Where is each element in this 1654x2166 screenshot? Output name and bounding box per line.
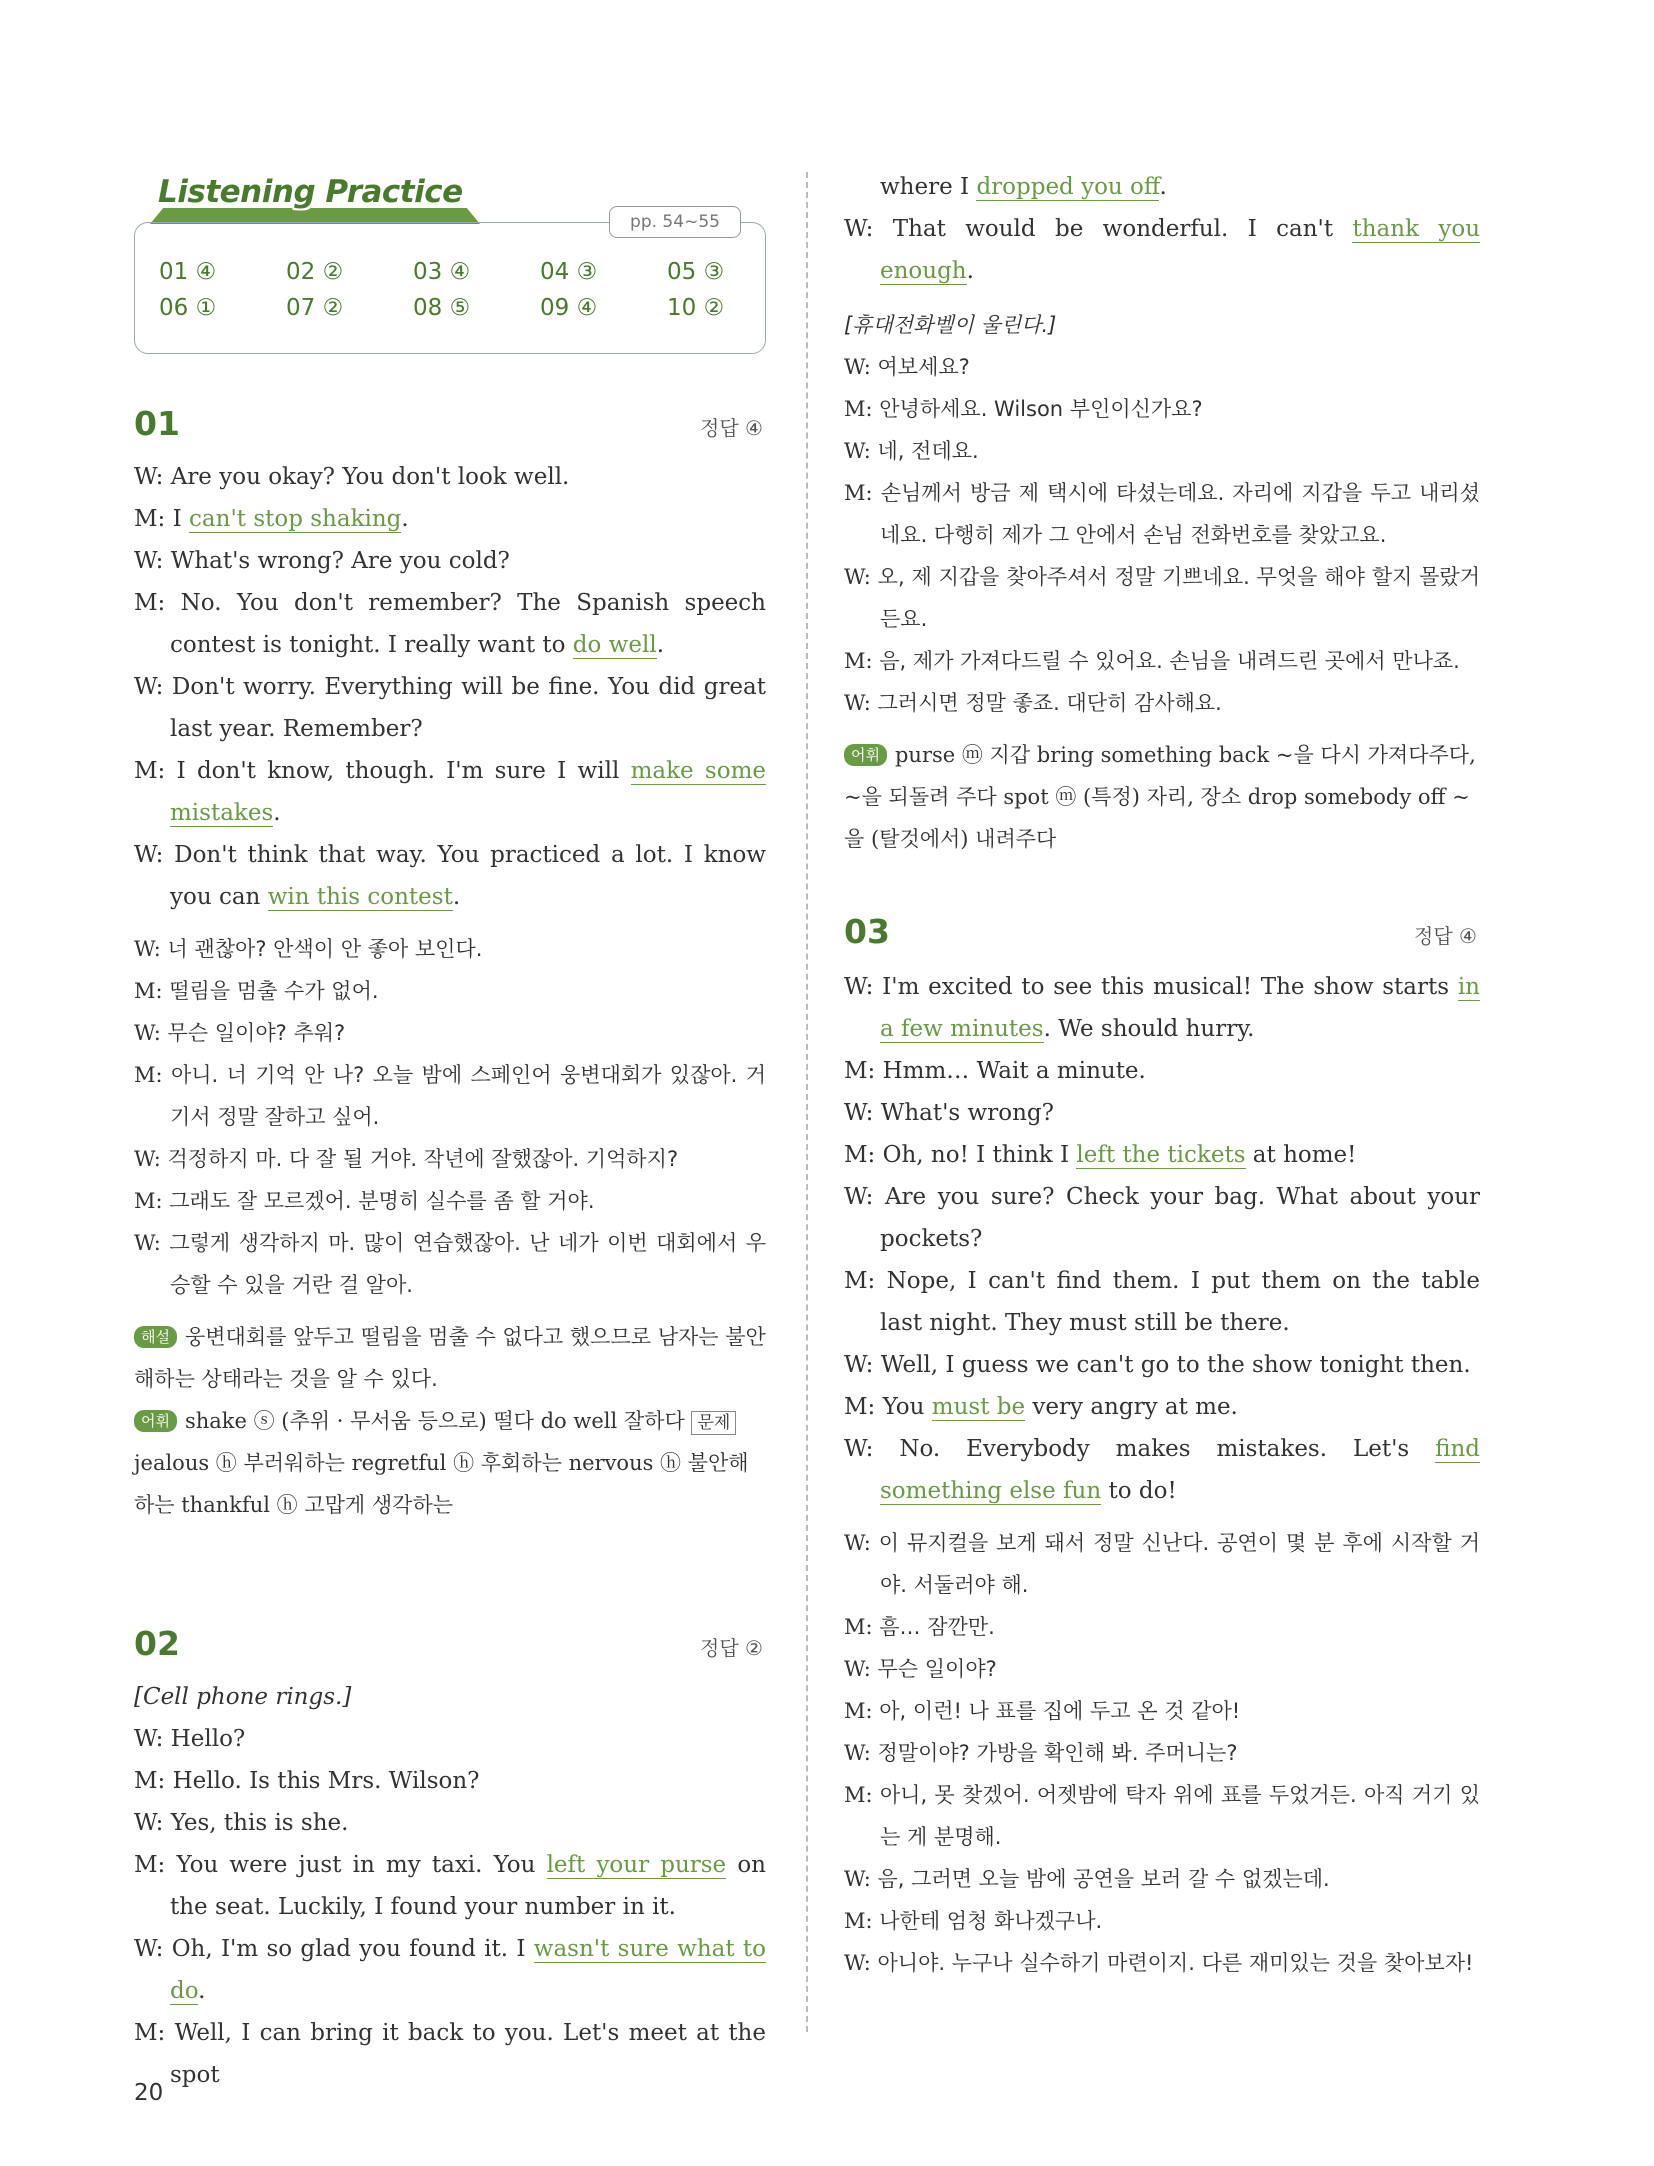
- blank-answer: wasn't sure what to do: [170, 1936, 766, 2004]
- dialogue-line: [844, 1176, 1480, 1260]
- blank-answer: win this contest: [267, 884, 453, 910]
- section-01-dialogue: [134, 456, 766, 1526]
- translation-line: [844, 388, 1480, 430]
- speaker: M:: [844, 481, 881, 505]
- section-02-cue: [Cell phone rings.]: [134, 1684, 352, 1710]
- translation-line: [844, 1522, 1480, 1606]
- translation-line: [844, 1942, 1480, 1984]
- dialogue-line: [134, 2012, 766, 2096]
- text-run: Are you sure? Check your bag. What about your pockets?: [880, 1184, 1481, 1252]
- text-run: .: [966, 258, 974, 284]
- dialogue-line: [134, 1760, 766, 1802]
- answer-item: 10 ②: [667, 295, 725, 321]
- translation-text: 무슨 일이야? 추워?: [167, 1021, 346, 1045]
- translation-line: [844, 682, 1480, 724]
- vocab-text-2: jealous ⓗ 부러워하는 regretful ⓗ 후회하는 nervous ⓗ 불안해하는 thankful ⓗ 고맙게 생각하는: [134, 1451, 749, 1517]
- answer-key-grid: [159, 259, 794, 321]
- translation-text: 나한테 엄청 화나겠구나.: [879, 1909, 1103, 1933]
- text-run: very angry at me.: [1025, 1394, 1238, 1420]
- section-02-dialogue-b: [844, 166, 1480, 860]
- translation-line: [844, 472, 1480, 556]
- answer-item: 02 ②: [286, 259, 344, 285]
- answer-item: 07 ②: [286, 295, 344, 321]
- translation-line: [844, 430, 1480, 472]
- speaker: W:: [134, 1147, 168, 1171]
- speaker: W:: [844, 1867, 878, 1891]
- page-range-tag: pp. 54~55: [609, 206, 741, 238]
- speaker: W:: [844, 1436, 900, 1462]
- blank-answer: dropped you off: [976, 174, 1160, 200]
- section-01-explanation: [134, 1316, 766, 1400]
- blank-answer: left your purse: [546, 1852, 727, 1878]
- text-run: . We should hurry.: [1043, 1016, 1255, 1042]
- dialogue-line: [134, 750, 766, 834]
- speaker: M:: [134, 1063, 171, 1087]
- dialogue-line: [844, 1344, 1480, 1386]
- text-run: to do!: [1101, 1478, 1177, 1504]
- speaker: W:: [844, 1100, 881, 1126]
- speaker: W:: [134, 464, 171, 490]
- text-run: .: [198, 1978, 206, 2004]
- blank-answer: left the tickets: [1076, 1142, 1246, 1168]
- explanation-text: 웅변대회를 앞두고 떨림을 멈출 수 없다고 했으므로 남자는 불안해하는 상태라는 것을 알 수 있다.: [134, 1325, 766, 1391]
- section-title: Listening Practice: [158, 174, 463, 210]
- speaker: M:: [134, 979, 170, 1003]
- text-run: Hello?: [170, 1726, 246, 1752]
- blank-answer: thank you enough: [880, 216, 1481, 284]
- vocab-text-1: shake ⓢ (추위 · 무서움 등으로) 떨다 do well 잘하다: [184, 1409, 685, 1433]
- translation-line: [134, 1054, 766, 1138]
- translation-line: [134, 970, 766, 1012]
- translation-text: 떨림을 멈출 수가 없어.: [169, 979, 379, 1003]
- speaker: W:: [134, 1726, 171, 1752]
- text-run: Don't think that way. You practiced a lot. I know you can: [170, 842, 766, 910]
- speaker: M:: [844, 1268, 887, 1294]
- text-run: Are you okay? You don't look well.: [170, 464, 570, 490]
- blank-answer: make some mistakes: [170, 758, 766, 826]
- text-run: Hmm… Wait a minute.: [882, 1058, 1146, 1084]
- translation-line: [844, 1732, 1480, 1774]
- dialogue-line: [844, 1050, 1480, 1092]
- dialogue-line: [844, 1428, 1480, 1512]
- dialogue-line: [134, 1844, 766, 1928]
- speaker: M:: [844, 1394, 883, 1420]
- speaker: W:: [134, 1936, 172, 1962]
- translation-line: [844, 1648, 1480, 1690]
- translation-text: 안녕하세요. Wilson 부인이신가요?: [879, 397, 1203, 421]
- text-run: .: [401, 506, 409, 532]
- speaker: W:: [844, 216, 893, 242]
- text-run: Oh, I'm so glad you found it. I: [171, 1936, 534, 1962]
- text-run: at home!: [1245, 1142, 1357, 1168]
- speaker: M:: [844, 1699, 880, 1723]
- translation-line: [134, 1012, 766, 1054]
- text-run: What's wrong?: [880, 1100, 1054, 1126]
- answer-item: 06 ①: [159, 295, 217, 321]
- text-run: .: [1159, 174, 1167, 200]
- text-run: No. Everybody makes mistakes. Let's: [899, 1436, 1436, 1462]
- speaker: W:: [844, 355, 878, 379]
- blank-answer: in a few minutes: [880, 974, 1480, 1042]
- translation-text: 이 뮤지컬을 보게 돼서 정말 신난다. 공연이 몇 분 후에 시작할 거야. 서둘러야 해.: [878, 1531, 1480, 1597]
- translation-text: 흠… 잠깐만.: [879, 1615, 995, 1639]
- dialogue-line: [134, 582, 766, 666]
- text-run: .: [273, 800, 281, 826]
- translation-text: 너 괜찮아? 안색이 안 좋아 보인다.: [167, 937, 483, 961]
- translation-line: [134, 1138, 766, 1180]
- answer-item: 05 ③: [667, 259, 725, 285]
- section-02-english: [134, 1718, 766, 2096]
- speaker: W:: [134, 1231, 170, 1255]
- speaker: W:: [134, 937, 168, 961]
- text-run: Oh, no! I think I: [882, 1142, 1077, 1168]
- text-run: Don't worry. Everything will be fine. You did great last year. Remember?: [170, 674, 766, 742]
- column-divider: [806, 172, 808, 2032]
- dialogue-line: [134, 1802, 766, 1844]
- section-02-ko-cue: [휴대전화벨이 울린다.]: [844, 313, 1057, 337]
- dialogue-line: [134, 1718, 766, 1760]
- speaker: W:: [844, 1741, 878, 1765]
- translation-line: [844, 1606, 1480, 1648]
- speaker: M:: [134, 1768, 173, 1794]
- text-run: I: [172, 506, 190, 532]
- speaker: W:: [844, 974, 883, 1000]
- dialogue-line: [844, 1092, 1480, 1134]
- speaker: M:: [844, 1783, 880, 1807]
- text-run: I'm excited to see this musical! The show starts: [882, 974, 1458, 1000]
- text-run: You: [882, 1394, 932, 1420]
- section-03-number: 03: [844, 912, 890, 951]
- dialogue-line: [844, 966, 1480, 1050]
- section-01-number: 01: [134, 404, 180, 443]
- speaker: W:: [844, 565, 878, 589]
- section-01-english: [134, 456, 766, 918]
- translation-text: 그러시면 정말 좋죠. 대단히 감사해요.: [877, 691, 1222, 715]
- blank-answer: must be: [931, 1394, 1026, 1420]
- speaker: W:: [844, 691, 878, 715]
- vocab-label: 어휘: [844, 744, 887, 766]
- translation-line: [134, 1222, 766, 1306]
- section-02-number: 02: [134, 1624, 180, 1663]
- dialogue-line: [844, 208, 1480, 292]
- translation-line: [844, 1774, 1480, 1858]
- text-run: Hello. Is this Mrs. Wilson?: [172, 1768, 480, 1794]
- translation-text: 그렇게 생각하지 마. 많이 연습했잖아. 난 네가 이번 대회에서 우승할 수 있을 거란 걸 알아.: [169, 1231, 767, 1297]
- dialogue-line: [134, 540, 766, 582]
- translation-text: 무슨 일이야?: [877, 1657, 997, 1681]
- translation-text: 손님께서 방금 제 택시에 타셨는데요. 자리에 지갑을 두고 내리셨네요. 다행히 제가 그 안에서 손님 전화번호를 찾았고요.: [880, 481, 1480, 547]
- translation-line: [134, 928, 766, 970]
- dialogue-line: [134, 498, 766, 540]
- speaker: W:: [134, 548, 171, 574]
- speaker: M:: [134, 590, 181, 616]
- section-02-korean: [844, 346, 1480, 724]
- translation-line: [844, 1690, 1480, 1732]
- blank-answer: can't stop shaking: [189, 506, 402, 532]
- speaker: W:: [844, 1657, 878, 1681]
- translation-text: 정말이야? 가방을 확인해 봐. 주머니는?: [877, 1741, 1238, 1765]
- answer-item: 04 ③: [540, 259, 598, 285]
- translation-text: 여보세요?: [877, 355, 970, 379]
- vocab-label: 어휘: [134, 1410, 177, 1432]
- page-number: 20: [134, 2080, 164, 2106]
- speaker: W:: [844, 1531, 879, 1555]
- speaker: M:: [134, 2020, 175, 2046]
- section-02-continuation: [844, 166, 1480, 208]
- dialogue-line: [134, 456, 766, 498]
- speaker: W:: [844, 439, 878, 463]
- translation-text: 음, 그러면 오늘 밤에 공연을 보러 갈 수 없겠는데.: [877, 1867, 1330, 1891]
- translation-line: [134, 1180, 766, 1222]
- section-02-english-b: [844, 208, 1480, 292]
- translation-line: [844, 556, 1480, 640]
- section-03-korean: [844, 1522, 1480, 1984]
- listening-practice-header: [150, 170, 480, 224]
- translation-text: 아니, 못 찾겠어. 어젯밤에 탁자 위에 표를 두었거든. 아직 거기 있는 게 분명해.: [879, 1783, 1480, 1849]
- speaker: W:: [134, 842, 175, 868]
- dialogue-line: [134, 666, 766, 750]
- section-02-vocab: [844, 734, 1480, 860]
- text-run: Yes, this is she.: [170, 1810, 349, 1836]
- speaker: M:: [844, 397, 880, 421]
- translation-line: [844, 1858, 1480, 1900]
- speaker: M:: [134, 758, 177, 784]
- translation-text: 아, 이런! 나 표를 집에 두고 온 것 같아!: [879, 1699, 1241, 1723]
- text-run: What's wrong? Are you cold?: [170, 548, 510, 574]
- translation-text: 아니야. 누구나 실수하기 마련이지. 다른 재미있는 것을 찾아보자!: [877, 1951, 1474, 1975]
- answer-item: 08 ⑤: [413, 295, 471, 321]
- dialogue-line: [844, 1134, 1480, 1176]
- blank-answer: find something else fun: [880, 1436, 1481, 1504]
- text-run: .: [452, 884, 461, 910]
- section-03-dialogue: [844, 966, 1480, 1984]
- speaker: W:: [844, 1951, 878, 1975]
- dialogue-line: [844, 1260, 1480, 1344]
- speaker: M:: [134, 506, 173, 532]
- text-run: You were just in my taxi. You: [176, 1852, 547, 1878]
- question-box-label: 문제: [691, 1411, 736, 1435]
- text-run: I don't know, though. I'm sure I will: [176, 758, 631, 784]
- translation-line: [844, 1900, 1480, 1942]
- answer-item: 09 ④: [540, 295, 598, 321]
- text-run: .: [656, 632, 664, 658]
- section-03-english: [844, 966, 1480, 1512]
- speaker: M:: [134, 1189, 170, 1213]
- speaker: W:: [134, 1810, 171, 1836]
- translation-text: 그래도 잘 모르겠어. 분명히 실수를 좀 할 거야.: [169, 1189, 595, 1213]
- section-01-korean: [134, 928, 766, 1306]
- section-01-answer: 정답 ④: [700, 416, 763, 440]
- text-run: on the seat. Luckily, I found your number in it.: [170, 1852, 766, 1920]
- text-run: That would be wonderful. I can't: [892, 216, 1353, 242]
- text-run: Well, I can bring it back to you. Let's meet at the spot: [170, 2020, 766, 2088]
- section-01-vocab: [134, 1400, 766, 1526]
- text-run: No. You don't remember? The Spanish speech contest is tonight. I really want to: [170, 590, 766, 658]
- explanation-label: 해설: [134, 1326, 177, 1348]
- section-03-answer: 정답 ④: [1414, 924, 1477, 948]
- speaker: M:: [134, 1852, 177, 1878]
- answer-key-box: [134, 222, 766, 354]
- speaker: M:: [844, 1142, 883, 1168]
- answer-item: 03 ④: [413, 259, 471, 285]
- dialogue-line: [844, 1386, 1480, 1428]
- translation-text: 오, 제 지갑을 찾아주셔서 정말 기쁘네요. 무엇을 해야 할지 몰랐거든요.: [877, 565, 1480, 631]
- speaker: W:: [844, 1352, 881, 1378]
- dialogue-line: [134, 834, 766, 918]
- speaker: W:: [134, 674, 172, 700]
- speaker: M:: [844, 1058, 883, 1084]
- text-run: Well, I guess we can't go to the show tonight then.: [880, 1352, 1471, 1378]
- speaker: M:: [844, 1909, 880, 1933]
- speaker: W:: [844, 1184, 885, 1210]
- blank-answer: do well: [572, 632, 657, 658]
- translation-text: 걱정하지 마. 다 잘 될 거야. 작년에 잘했잖아. 기억하지?: [167, 1147, 679, 1171]
- text-run: where I: [880, 174, 977, 200]
- translation-text: 네, 전데요.: [877, 439, 979, 463]
- translation-line: [844, 346, 1480, 388]
- dialogue-line: [134, 1928, 766, 2012]
- speaker: M:: [844, 1615, 880, 1639]
- translation-text: 아니. 너 기억 안 나? 오늘 밤에 스페인어 웅변대회가 있잖아. 거기서 정말 잘하고 싶어.: [170, 1063, 766, 1129]
- section-02-dialogue-a: [134, 1676, 766, 2096]
- translation-text: 음, 제가 가져다드릴 수 있어요. 손님을 내려드린 곳에서 만나죠.: [879, 649, 1460, 673]
- answer-item: 01 ④: [159, 259, 217, 285]
- speaker: M:: [844, 649, 880, 673]
- vocab-text: purse ⓜ 지갑 bring something back ~을 다시 가져다주다, ~을 되돌려 주다 spot ⓜ (특정) 자리, 장소 drop somebody off ~을 (탈것에서) 내려주다: [844, 743, 1476, 851]
- text-run: Nope, I can't find them. I put them on the table last night. They must still be there.: [880, 1268, 1480, 1336]
- section-02-answer: 정답 ②: [700, 1636, 763, 1660]
- speaker: W:: [134, 1021, 168, 1045]
- translation-line: [844, 640, 1480, 682]
